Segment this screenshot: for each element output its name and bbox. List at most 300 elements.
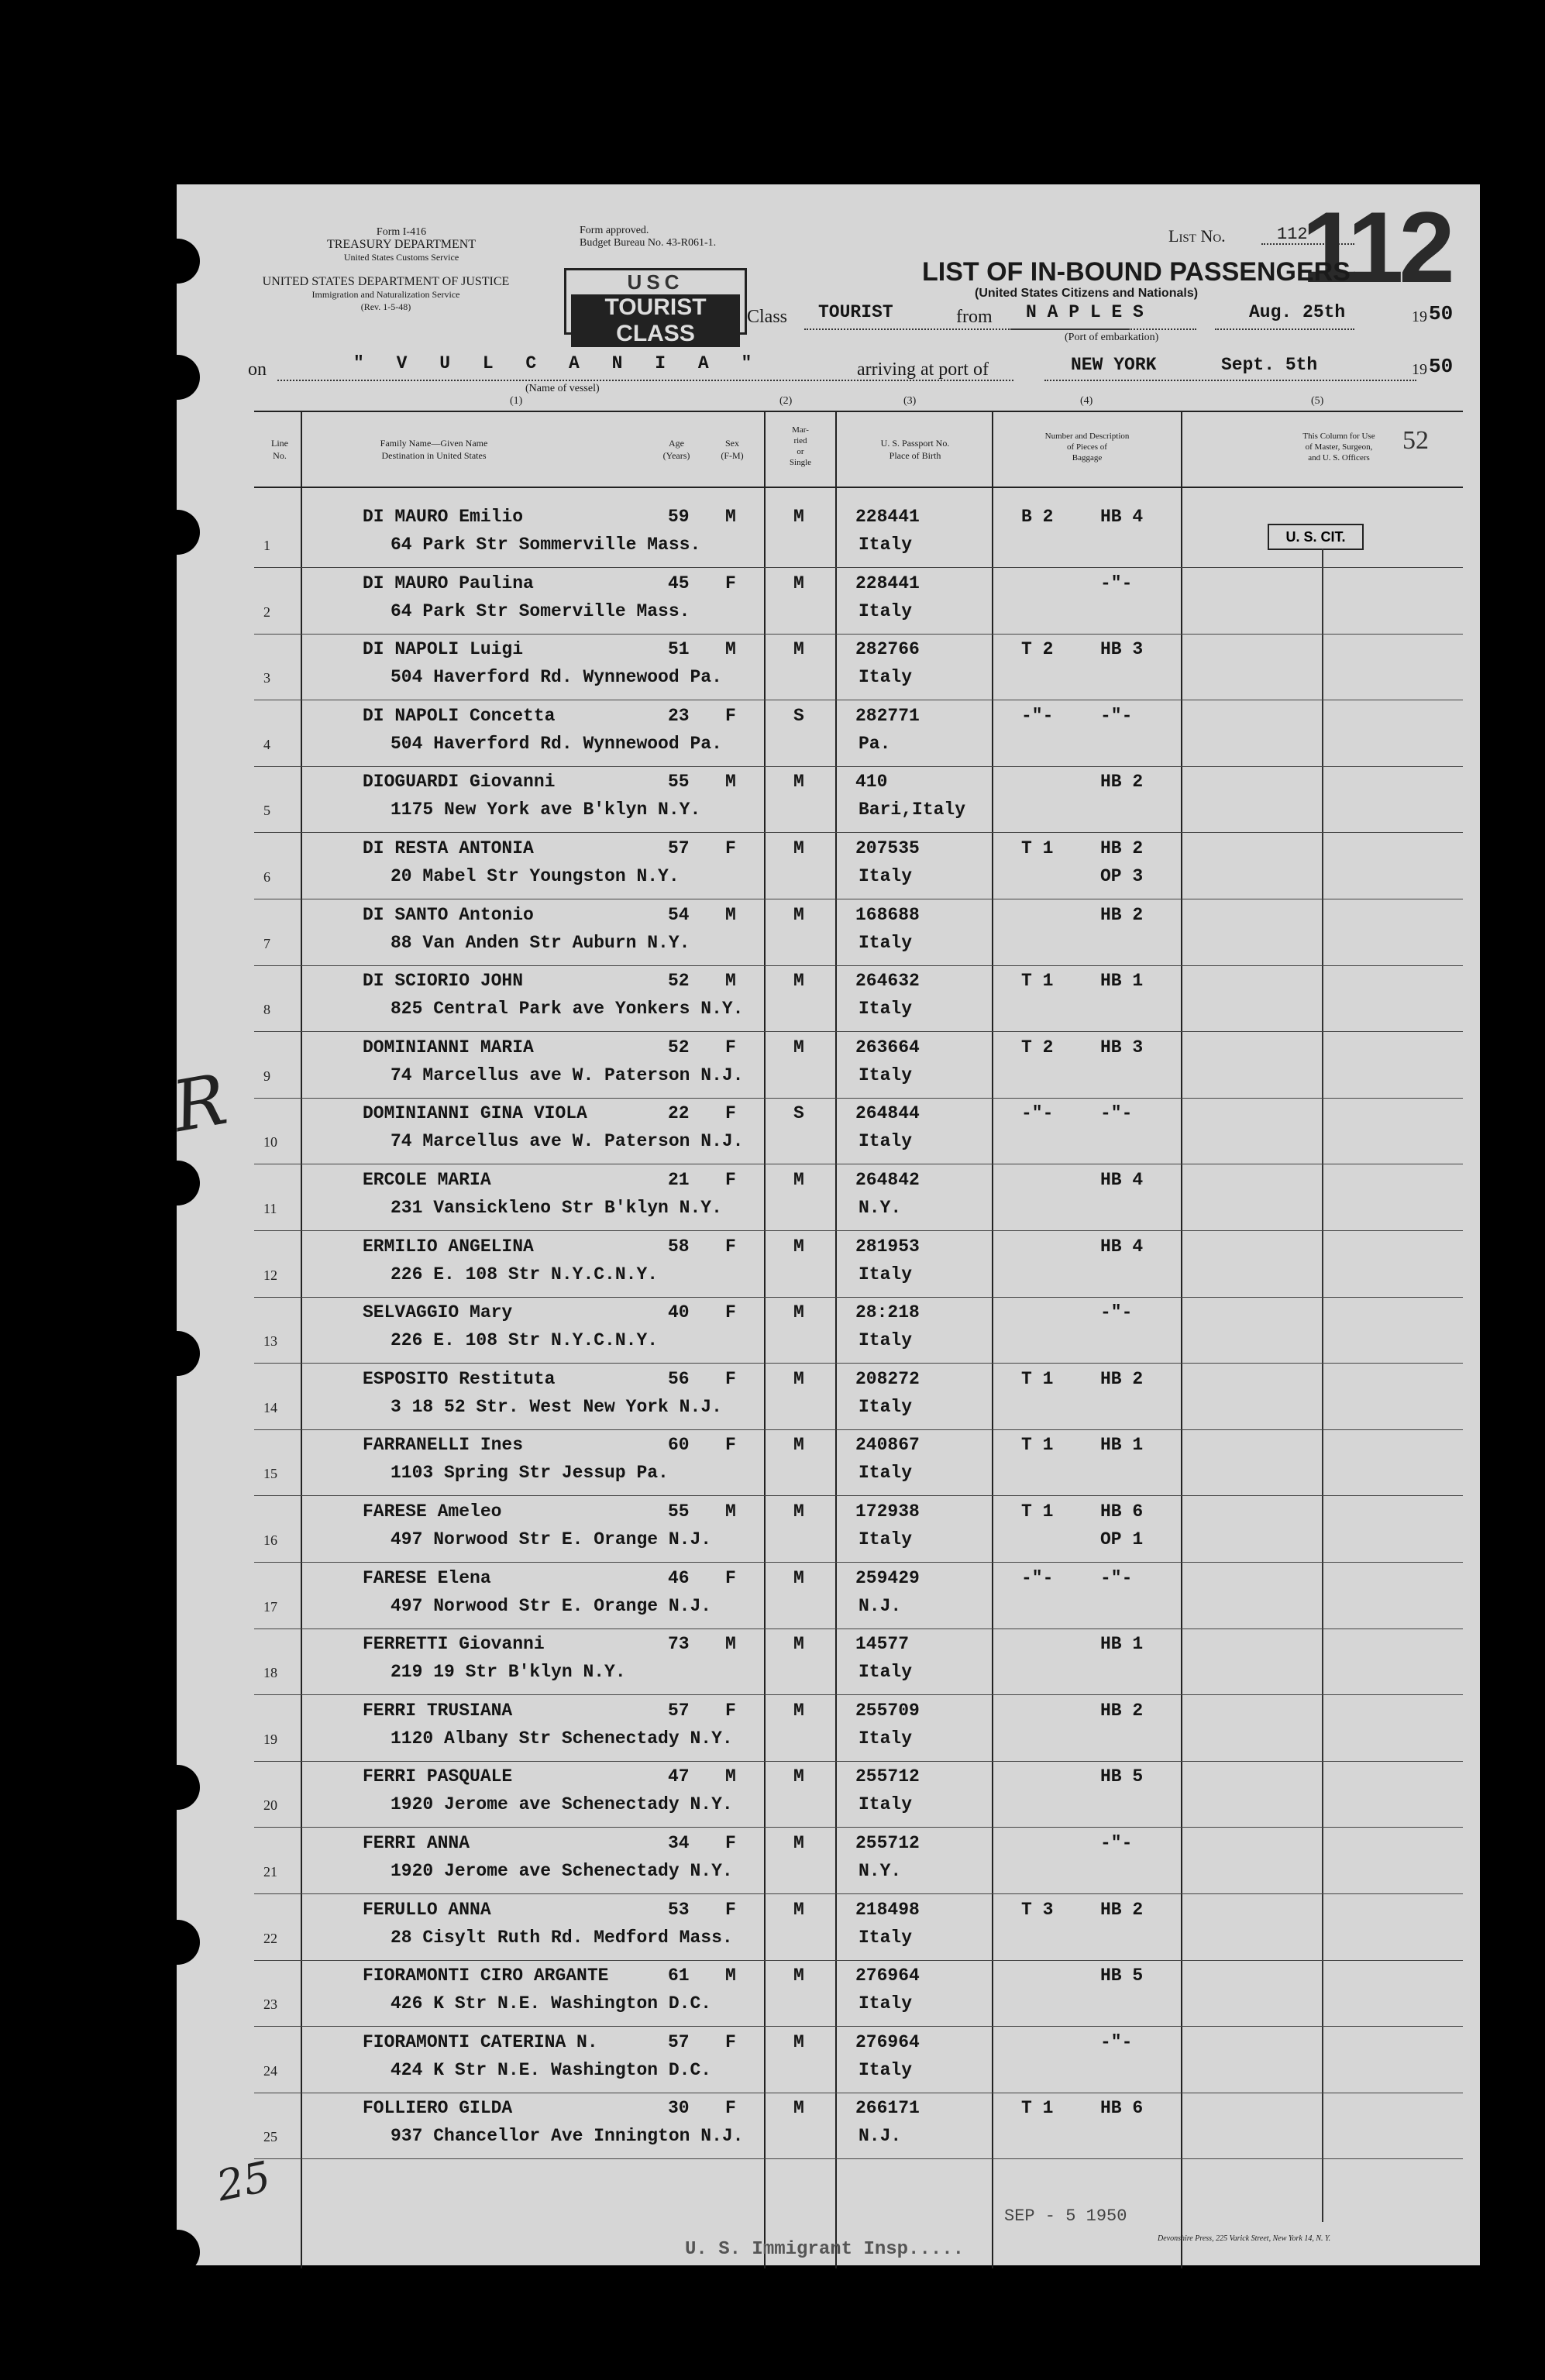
marital-status: M (793, 573, 804, 593)
table-row (177, 1099, 1463, 1165)
marital-status: M (793, 1966, 804, 1986)
col-header-married: Mar- ried or Single (789, 425, 812, 467)
passenger-name: FERULLO ANNA (363, 1900, 491, 1920)
destination: 504 Haverford Rd. Wynnewood Pa. (391, 667, 722, 687)
baggage-handbags: HB 3 (1100, 1037, 1144, 1058)
age: 51 (668, 639, 690, 659)
baggage-handbags: -"- (1100, 2032, 1133, 2052)
passport-number: 14577 (855, 1634, 910, 1654)
row-rule (254, 1363, 1463, 1364)
destination: 1120 Albany Str Schenectady N.Y. (391, 1728, 733, 1749)
destination: 88 Van Anden Str Auburn N.Y. (391, 933, 690, 953)
passenger-name: FERRI ANNA (363, 1833, 470, 1853)
table-row (177, 1696, 1463, 1763)
baggage-handbags: HB 1 (1100, 1634, 1144, 1654)
sex: F (725, 1900, 736, 1920)
marital-status: M (793, 1701, 804, 1721)
passport-number: 410 (855, 772, 888, 792)
passenger-name: FOLLIERO GILDA (363, 2098, 513, 2118)
row-rule (254, 2026, 1463, 2027)
sex: M (725, 971, 736, 991)
baggage-handbags: HB 4 (1100, 1236, 1144, 1257)
passport-number: 264632 (855, 971, 920, 991)
marital-status: M (793, 2032, 804, 2052)
passport-number: 207535 (855, 838, 920, 858)
destination: 219 19 Str B'klyn N.Y. (391, 1662, 626, 1682)
line-number: 23 (263, 1997, 277, 2012)
punch-hole (155, 2230, 200, 2275)
margin-mark-r: R (167, 1058, 233, 1149)
sex: F (725, 1236, 736, 1257)
line-number: 5 (263, 803, 270, 818)
line-number: 20 (263, 1797, 277, 1813)
passport-number: 263664 (855, 1037, 920, 1058)
passport-number: 218498 (855, 1900, 920, 1920)
age: 30 (668, 2098, 690, 2118)
date-stamp: SEP - 5 1950 (1004, 2206, 1127, 2226)
passenger-name: DOMINIANNI GINA VIOLA (363, 1103, 587, 1123)
marital-status: M (793, 838, 804, 858)
passenger-name: DOMINIANNI MARIA (363, 1037, 534, 1058)
age: 55 (668, 1501, 690, 1522)
passenger-name: DIOGUARDI Giovanni (363, 772, 556, 792)
table-row (177, 1364, 1463, 1431)
port-caption: (Port of embarkation) (1065, 332, 1159, 343)
passenger-name: FERRI PASQUALE (363, 1766, 513, 1787)
destination: 64 Park Str Sommerville Mass. (391, 535, 701, 555)
baggage-handbags: HB 2 (1100, 1900, 1144, 1920)
birthplace: Italy (859, 1131, 913, 1151)
age: 53 (668, 1900, 690, 1920)
birthplace: Italy (859, 667, 913, 687)
row-rule (254, 832, 1463, 833)
table-row (177, 1033, 1463, 1099)
marital-status: M (793, 1037, 804, 1058)
baggage-handbags: HB 2 (1100, 1369, 1144, 1389)
marital-status: M (793, 1568, 804, 1588)
table-row (177, 569, 1463, 635)
destination: 20 Mabel Str Youngston N.Y. (391, 866, 680, 886)
passenger-name: FARESE Elena (363, 1568, 491, 1588)
passenger-name: DI MAURO Paulina (363, 573, 534, 593)
line-number: 3 (263, 670, 270, 686)
line-number: 1 (263, 538, 270, 553)
passport-number: 240867 (855, 1435, 920, 1455)
age: 57 (668, 838, 690, 858)
vessel-caption: (Name of vessel) (525, 383, 600, 394)
sex: M (725, 1966, 736, 1986)
class-label: Class (747, 307, 788, 327)
marital-status: M (793, 1900, 804, 1920)
birthplace: Italy (859, 535, 913, 555)
marital-status: M (793, 2098, 804, 2118)
age: 60 (668, 1435, 690, 1455)
row-rule (254, 567, 1463, 568)
row-rule (254, 2158, 1463, 2159)
row-rule (254, 1562, 1463, 1563)
col-header-age: Age (Years) (662, 438, 690, 461)
table-row (177, 1430, 1463, 1497)
passenger-name: DI MAURO Emilio (363, 507, 524, 527)
sex: M (725, 1634, 736, 1654)
row-rule (254, 1230, 1463, 1231)
baggage-other: OP 1 (1100, 1529, 1144, 1549)
age: 57 (668, 2032, 690, 2052)
row-rule (254, 1893, 1463, 1894)
inspector-line: U. S. Immigrant Insp..... (685, 2239, 965, 2260)
baggage-trunks: T 2 (1021, 1037, 1054, 1058)
from-value: N A P L E S (1026, 302, 1144, 322)
age: 59 (668, 507, 690, 527)
baggage-trunks: -"- (1021, 1103, 1054, 1123)
baggage-handbags: HB 2 (1100, 772, 1144, 792)
table-row (177, 1629, 1463, 1696)
age: 52 (668, 1037, 690, 1058)
birthplace: Pa. (859, 734, 891, 754)
line-number: 11 (263, 1201, 277, 1216)
baggage-trunks: T 1 (1021, 2098, 1054, 2118)
age: 61 (668, 1966, 690, 1986)
form-id: Form I-416 TREASURY DEPARTMENT United States Customs Service (326, 226, 477, 263)
baggage-trunks: T 2 (1021, 639, 1054, 659)
baggage-handbags: HB 2 (1100, 838, 1144, 858)
row-rule (254, 1031, 1463, 1032)
destination: 64 Park Str Somerville Mass. (391, 601, 690, 621)
destination: 28 Cisylt Ruth Rd. Medford Mass. (391, 1928, 733, 1948)
birthplace: Italy (859, 933, 913, 953)
passport-number: 208272 (855, 1369, 920, 1389)
marital-status: M (793, 1369, 804, 1389)
passport-number: 266171 (855, 2098, 920, 2118)
destination: 226 E. 108 Str N.Y.C.N.Y. (391, 1330, 659, 1350)
page-subtitle: (United States Citizens and Nationals) (975, 287, 1199, 300)
destination: 497 Norwood Str E. Orange N.J. (391, 1596, 712, 1616)
table-row (177, 635, 1463, 701)
birthplace: Italy (859, 1993, 913, 2014)
list-no-small: 112 (1277, 225, 1308, 244)
marital-status: M (793, 1302, 804, 1322)
line-number: 24 (263, 2063, 277, 2079)
printer-imprint: Devonshire Press, 225 Varick Street, New York 14, N. Y. (1158, 2234, 1331, 2243)
sex: M (725, 1766, 736, 1787)
destination: 1920 Jerome ave Schenectady N.Y. (391, 1794, 733, 1814)
marital-status: S (793, 1103, 804, 1123)
birthplace: Italy (859, 1065, 913, 1085)
baggage-handbags: HB 6 (1100, 2098, 1144, 2118)
passport-number: 264844 (855, 1103, 920, 1123)
destination: 3 18 52 Str. West New York N.J. (391, 1397, 722, 1417)
passenger-name: DI RESTA ANTONIA (363, 838, 534, 858)
passenger-name: FARESE Ameleo (363, 1501, 502, 1522)
sex: M (725, 639, 736, 659)
line-number: 22 (263, 1931, 277, 1946)
passport-number: 255712 (855, 1766, 920, 1787)
passport-number: 228441 (855, 507, 920, 527)
age: 52 (668, 971, 690, 991)
arriving-label: arriving at port of (857, 359, 989, 380)
destination: 497 Norwood Str E. Orange N.J. (391, 1529, 712, 1549)
birthplace: Italy (859, 999, 913, 1019)
birthplace: Italy (859, 601, 913, 621)
age: 46 (668, 1568, 690, 1588)
marital-status: M (793, 905, 804, 925)
passenger-name: FARRANELLI Ines (363, 1435, 524, 1455)
passport-number: 172938 (855, 1501, 920, 1522)
sex: M (725, 905, 736, 925)
line-number: 19 (263, 1732, 277, 1747)
manifest-page (167, 184, 1480, 2265)
birthplace: Italy (859, 1397, 913, 1417)
baggage-handbags: -"- (1100, 1568, 1133, 1588)
passport-number: 282766 (855, 639, 920, 659)
destination: 231 Vansickleno Str B'klyn N.Y. (391, 1198, 722, 1218)
class-value: TOURIST (818, 302, 893, 322)
margin-mark-25: 25 (212, 2151, 275, 2211)
age: 23 (668, 706, 690, 726)
col-number: (2) (779, 395, 793, 407)
punch-hole (155, 239, 200, 284)
baggage-trunks: T 1 (1021, 1435, 1054, 1455)
col-header-passport: U. S. Passport No. Place of Birth (880, 438, 950, 461)
year-prefix: 19 (1412, 308, 1427, 325)
year-value: 50 (1429, 302, 1454, 325)
passenger-name: ERMILIO ANGELINA (363, 1236, 534, 1257)
age: 22 (668, 1103, 690, 1123)
col-header-baggage: Number and Description of Pieces of Baggage (1044, 432, 1130, 463)
destination: 1103 Spring Str Jessup Pa. (391, 1463, 669, 1483)
birthplace: N.J. (859, 2126, 902, 2146)
age: 54 (668, 905, 690, 925)
marital-status: M (793, 1766, 804, 1787)
passenger-name: ESPOSITO Restituta (363, 1369, 556, 1389)
passenger-name: SELVAGGIO Mary (363, 1302, 513, 1322)
table-row (177, 1165, 1463, 1232)
sex: F (725, 1302, 736, 1322)
birthplace: Italy (859, 866, 913, 886)
destination: 226 E. 108 Str N.Y.C.N.Y. (391, 1264, 659, 1285)
passenger-name: DI SANTO Antonio (363, 905, 534, 925)
birthplace: N.Y. (859, 1198, 902, 1218)
marital-status: M (793, 639, 804, 659)
marital-status: M (793, 1435, 804, 1455)
passport-number: 228441 (855, 573, 920, 593)
destination: 1175 New York ave B'klyn N.Y. (391, 800, 701, 820)
passenger-name: FERRETTI Giovanni (363, 1634, 545, 1654)
table-row (177, 1895, 1463, 1962)
punch-hole (155, 355, 200, 400)
line-number: 2 (263, 604, 270, 620)
baggage-trunks: -"- (1021, 706, 1054, 726)
age: 58 (668, 1236, 690, 1257)
age: 34 (668, 1833, 690, 1853)
line-number: 16 (263, 1532, 277, 1548)
col-header-sex: Sex (F-M) (721, 438, 744, 461)
sex: F (725, 706, 736, 726)
passenger-name: ERCOLE MARIA (363, 1170, 491, 1190)
table-row (177, 701, 1463, 768)
sex: M (725, 507, 736, 527)
table-row (177, 2027, 1463, 2094)
col-header-name: Family Name—Given Name Destination in United States (380, 438, 488, 461)
passenger-name: DI NAPOLI Luigi (363, 639, 524, 659)
table-row (177, 1497, 1463, 1563)
col-number: (5) (1311, 395, 1324, 407)
line-number: 17 (263, 1599, 277, 1615)
passenger-name: DI SCIORIO JOHN (363, 971, 524, 991)
destination: 74 Marcellus ave W. Paterson N.J. (391, 1131, 744, 1151)
marital-status: M (793, 772, 804, 792)
sex: M (725, 772, 736, 792)
baggage-handbags: -"- (1100, 1833, 1133, 1853)
age: 55 (668, 772, 690, 792)
table-row (177, 1232, 1463, 1298)
sex: F (725, 1435, 736, 1455)
baggage-handbags: -"- (1100, 1103, 1133, 1123)
us-cit-stamp: U. S. CIT. (1268, 524, 1364, 550)
baggage-handbags: HB 5 (1100, 1766, 1144, 1787)
from-label: from (956, 307, 993, 327)
table-row (177, 834, 1463, 900)
passport-number: 259429 (855, 1568, 920, 1588)
passport-number: 282771 (855, 706, 920, 726)
passport-number: 168688 (855, 905, 920, 925)
destination: 426 K Str N.E. Washington D.C. (391, 1993, 712, 2014)
baggage-trunks: T 1 (1021, 838, 1054, 858)
table-row (177, 1563, 1463, 1630)
birthplace: Italy (859, 1662, 913, 1682)
sex: F (725, 573, 736, 593)
line-number: 7 (263, 936, 270, 951)
baggage-trunks: T 1 (1021, 1501, 1054, 1522)
destination: 1920 Jerome ave Schenectady N.Y. (391, 1861, 733, 1881)
baggage-trunks: B 2 (1021, 507, 1054, 527)
birthplace: N.J. (859, 1596, 902, 1616)
baggage-handbags: HB 5 (1100, 1966, 1144, 1986)
table-row (177, 966, 1463, 1033)
baggage-trunks: T 1 (1021, 1369, 1054, 1389)
marital-status: M (793, 507, 804, 527)
age: 56 (668, 1369, 690, 1389)
sex: F (725, 1833, 736, 1853)
line-number: 14 (263, 1400, 277, 1415)
birthplace: Italy (859, 2060, 913, 2080)
table-row (177, 2093, 1463, 2160)
baggage-handbags: HB 2 (1100, 1701, 1144, 1721)
passport-number: 255709 (855, 1701, 920, 1721)
marital-status: M (793, 1833, 804, 1853)
birthplace: Italy (859, 1928, 913, 1948)
passport-number: 264842 (855, 1170, 920, 1190)
passenger-name: FIORAMONTI CIRO ARGANTE (363, 1966, 609, 1986)
age: 47 (668, 1766, 690, 1787)
sex: F (725, 1701, 736, 1721)
officers-number: 52 (1402, 426, 1429, 455)
birthplace: Bari,Italy (859, 800, 966, 820)
baggage-trunks: T 3 (1021, 1900, 1054, 1920)
sex: F (725, 1369, 736, 1389)
table-row (177, 1961, 1463, 2027)
passenger-name: DI NAPOLI Concetta (363, 706, 556, 726)
row-rule (254, 1495, 1463, 1496)
destination: 74 Marcellus ave W. Paterson N.J. (391, 1065, 744, 1085)
destination: 504 Haverford Rd. Wynnewood Pa. (391, 734, 722, 754)
arrival-date: Sept. 5th (1221, 355, 1318, 375)
col-number: (3) (903, 395, 917, 407)
age: 73 (668, 1634, 690, 1654)
table-row (177, 1762, 1463, 1828)
baggage-other: OP 3 (1100, 866, 1144, 886)
sex: F (725, 1037, 736, 1058)
line-number: 9 (263, 1068, 270, 1084)
table-row (177, 1298, 1463, 1364)
line-number: 21 (263, 1864, 277, 1880)
sex: F (725, 1170, 736, 1190)
table-row (177, 1828, 1463, 1895)
passenger-name: FERRI TRUSIANA (363, 1701, 513, 1721)
line-number: 8 (263, 1002, 270, 1017)
marital-status: M (793, 1634, 804, 1654)
vessel-name: " V U L C A N I A " (353, 353, 763, 373)
line-number: 18 (263, 1665, 277, 1680)
form-approval: Form approved. Budget Bureau No. 43-R061-1. (580, 225, 717, 249)
line-number: 4 (263, 737, 270, 752)
col-header-line: Line No. (271, 438, 288, 461)
birthplace: Italy (859, 1330, 913, 1350)
doj-block: UNITED STATES DEPARTMENT OF JUSTICE Immigration and Naturalization Service (Rev. 1-5-48) (262, 275, 510, 312)
col-header-officers: This Column for Use of Master, Surgeon, and U. S. Officers (1302, 432, 1375, 463)
baggage-handbags: HB 1 (1100, 1435, 1144, 1455)
baggage-handbags: HB 6 (1100, 1501, 1144, 1522)
col-number: (4) (1080, 395, 1093, 407)
arrival-year-value: 50 (1429, 355, 1454, 378)
arrival-year-prefix: 19 (1412, 361, 1427, 378)
col-number: (1) (510, 395, 523, 407)
baggage-handbags: HB 4 (1100, 507, 1144, 527)
sex: F (725, 1103, 736, 1123)
baggage-handbags: -"- (1100, 706, 1133, 726)
baggage-handbags: -"- (1100, 1302, 1133, 1322)
passenger-name: FIORAMONTI CATERINA N. (363, 2032, 598, 2052)
baggage-handbags: -"- (1100, 573, 1133, 593)
sex: M (725, 1501, 736, 1522)
age: 57 (668, 1701, 690, 1721)
baggage-trunks: -"- (1021, 1568, 1054, 1588)
marital-status: M (793, 1170, 804, 1190)
arrival-port: NEW YORK (1071, 355, 1157, 375)
sex: F (725, 2032, 736, 2052)
baggage-handbags: HB 3 (1100, 639, 1144, 659)
destination: 937 Chancellor Ave Innington N.J. (391, 2126, 744, 2146)
departure-date: Aug. 25th (1249, 302, 1346, 322)
baggage-handbags: HB 2 (1100, 905, 1144, 925)
birthplace: Italy (859, 1529, 913, 1549)
line-number: 12 (263, 1267, 277, 1283)
passport-number: 255712 (855, 1833, 920, 1853)
on-label: on (248, 359, 267, 380)
row-rule (254, 1694, 1463, 1695)
sex: F (725, 1568, 736, 1588)
line-number: 13 (263, 1333, 277, 1349)
age: 45 (668, 573, 690, 593)
birthplace: Italy (859, 1264, 913, 1285)
birthplace: Italy (859, 1794, 913, 1814)
marital-status: M (793, 1501, 804, 1522)
line-number: 15 (263, 1466, 277, 1481)
marital-status: S (793, 706, 804, 726)
list-no-big: 112 (1302, 191, 1450, 304)
sex: F (725, 2098, 736, 2118)
usc-stamp: USC TOURIST CLASS (564, 268, 747, 335)
